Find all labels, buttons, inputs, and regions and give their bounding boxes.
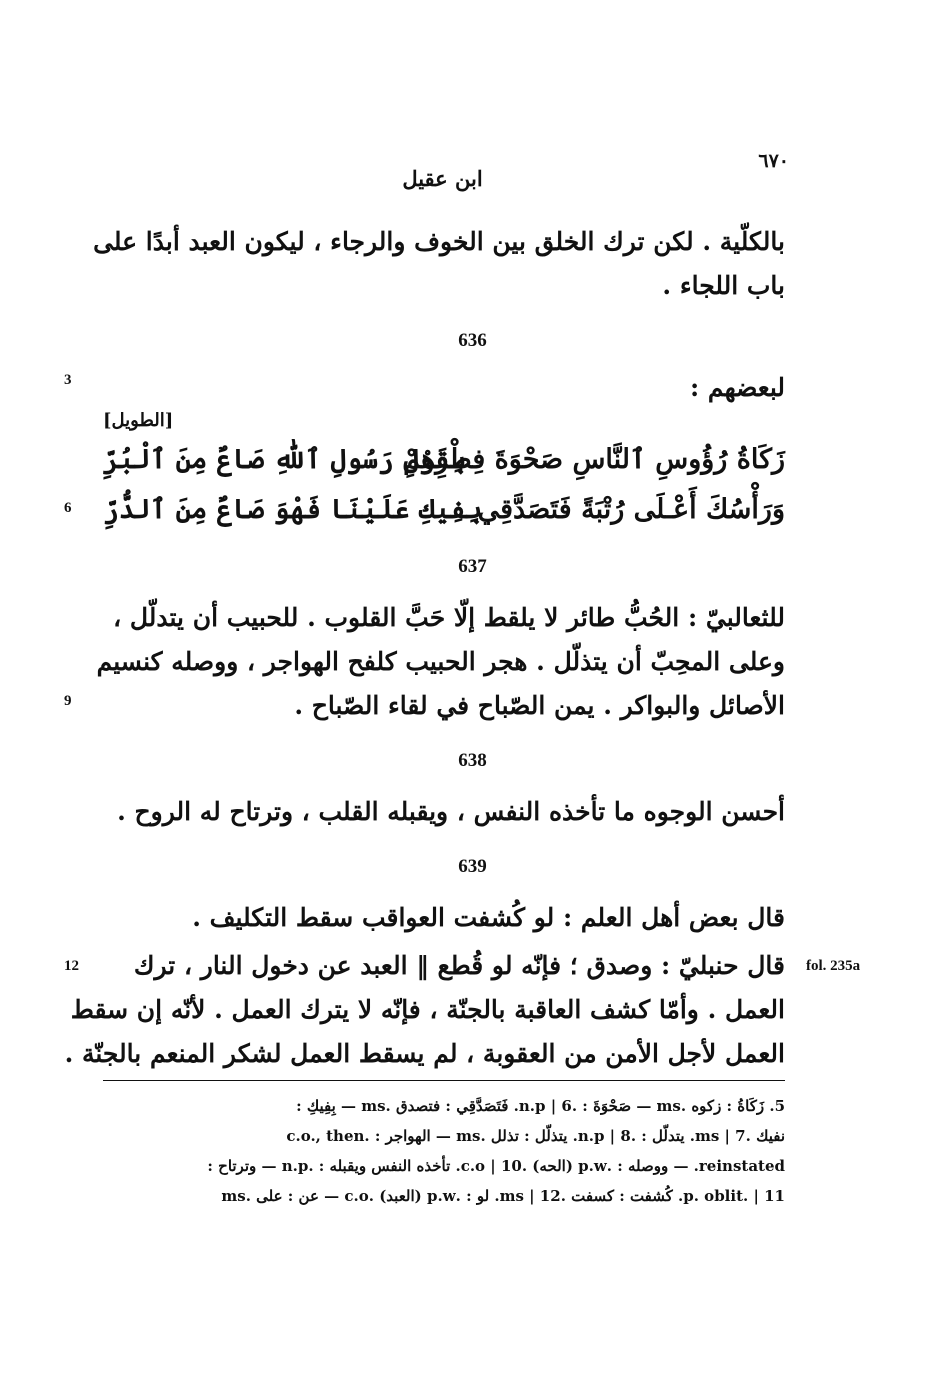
body-line: بالكلّية . لكن ترك الخلق بين الخوف والرجاء ، ليكون العبد أبدًا على	[93, 227, 785, 256]
footnote-rule	[103, 1080, 785, 1081]
entry-number-639: 639	[458, 856, 487, 877]
footnote-line: p. oblit. | 11. كُشفت : كسفت .ms | 12. لو : .p.w (العبد) .c.o — عن : على .ms	[221, 1187, 785, 1205]
page-number: ٦٧٠	[758, 151, 789, 172]
body-line: للثعالبيّ : الحُبُّ طائر لا يلقط إلّا حَبَّ القلوب . للحبيب أن يتدلّل ،	[113, 603, 785, 632]
body-line: قال حنبليّ : وصدق ؛ فإنّه لو قُطع ‖ العبد عن دخول النار ، ترك	[133, 951, 785, 980]
body-line: الأصائل والبواكر . يمن الصّباح في لقاء الصّباح .	[294, 691, 785, 720]
footnote-line: نفيك .ms | 7. يتدلّل : .n.p | 8. يتذلّل : تذلل .ms — الهواجر : .c.o., then	[286, 1127, 785, 1145]
verse-hemistich-second: بِفِيكِ عَلَيْنَا فَهْوَ صَاعٌ مِنَ ٱلدُّرِّ	[103, 494, 483, 525]
footnote-line: 5. زَكَاةُ : زكوه .ms — صَحْوَةَ : .n.p | 6. فَتَصَدَّقِي : فتصدق .ms — بِفِيكِ :	[296, 1097, 785, 1115]
verse-hemistich-first: زَكَاةُ رُؤُوسِ ٱلنَّاسِ صَحْوَةَ فِطْرِهِمْ	[403, 444, 785, 475]
body-line: باب اللجاء .	[662, 271, 785, 300]
attribution: لبعضهم :	[690, 373, 785, 402]
verse-hemistich-first: وَرَأْسُكَ أَعْـلَى رُتْبَةً فَتَصَدَّقِي	[477, 494, 785, 525]
meter-label: [الطويل]	[103, 410, 174, 431]
line-number-3: 3	[64, 372, 72, 388]
body-line: وعلى المحِبّ أن يتذلّل . هجر الحبيب كلفح الهواجر ، ووصله كنسيم	[96, 647, 785, 676]
running-head: ابن عقيل	[402, 166, 483, 191]
line-number-6: 6	[64, 500, 72, 516]
entry-number-638: 638	[458, 750, 487, 771]
body-line: العمل لأجل الأمن من العقوبة ، لم يسقط العمل لشكر المنعم بالجنّة .	[64, 1039, 785, 1068]
entry-number-636: 636	[458, 330, 487, 351]
line-number-9: 9	[64, 693, 72, 709]
line-number-12: 12	[64, 958, 79, 974]
footnote-line: reinstated. — ووصله : .p.w (الحه) .c.o | 10. تأخذه النفس ويقبله : .n.p — وترتاح :	[207, 1157, 785, 1175]
verse-hemistich-second: بِقَوْلِ رَسُولِ ٱللّٰهِ صَاعٌ مِنَ ٱلْبُرِّ	[103, 444, 467, 475]
body-line: أحسن الوجوه ما تأخذه النفس ، ويقبله القلب ، وترتاح له الروح .	[117, 797, 785, 826]
body-line: قال بعض أهل العلم : لو كُشفت العواقب سقط التكليف .	[192, 903, 785, 932]
body-line: العمل . وأمّا كشف العاقبة بالجنّة ، فإنّه لا يترك العمل . لأنّه إن سقط	[70, 995, 785, 1024]
entry-number-637: 637	[458, 556, 487, 577]
folio-marker: fol. 235a	[806, 958, 861, 974]
